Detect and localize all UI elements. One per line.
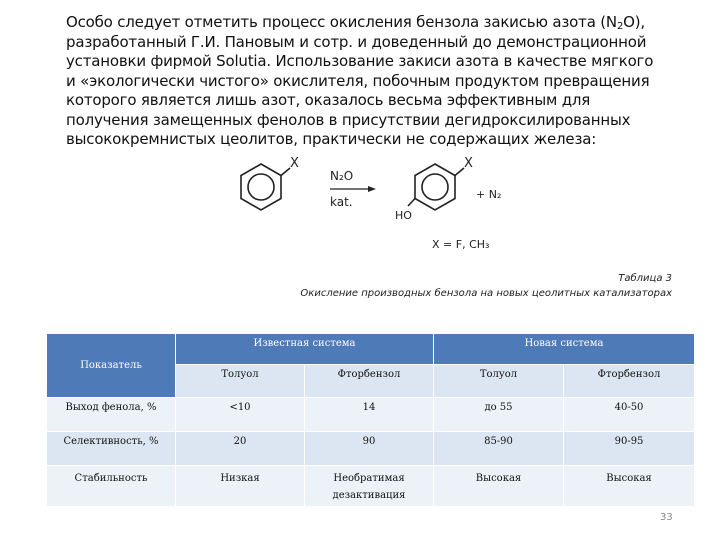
new-system-header: Новая система xyxy=(434,334,695,365)
table-caption: Окисление производных бензола на новых цеолитных катализаторах xyxy=(300,288,672,299)
row-label: Селективность, % xyxy=(47,432,176,466)
byproduct-label: + N₂ xyxy=(476,188,502,201)
table-row xyxy=(47,432,695,466)
page-number: 33 xyxy=(660,512,673,523)
paragraph-text-end: O), разработанный Г.И. Пановым и сотр. и доведенный до демонстрационной установки фирмой Solutia. Использование закиси азота в качестве мягкого и «экологически чистого» окислителя, побочным продуктом превращения которого является лишь азот, оказалось весьма эффективным для получения замещенных фенолов в присутствии дегидроксилированных высококремнистых цеолитов, практически не содержащих железа: xyxy=(66,13,654,148)
reaction-scheme xyxy=(230,152,530,262)
results-table xyxy=(46,333,695,507)
reagent-label: N₂O xyxy=(330,169,354,183)
table-cell: 20 xyxy=(176,432,305,466)
table-cell: Низкая xyxy=(176,466,305,507)
paragraph-subscript: 2 xyxy=(616,21,624,32)
catalyst-label: kat. xyxy=(330,195,353,209)
table-cell: 85-90 xyxy=(434,432,564,466)
benzene-ring-reactant xyxy=(241,164,290,210)
table-cell: 90-95 xyxy=(564,432,695,466)
substrate-header: Фторбензол xyxy=(564,365,695,398)
table-cell: до 55 xyxy=(434,398,564,432)
table-cell: 14 xyxy=(305,398,434,432)
substrate-header: Толуол xyxy=(434,365,564,398)
table-cell: <10 xyxy=(176,398,305,432)
table-number: Таблица 3 xyxy=(618,273,672,284)
table-row xyxy=(47,466,695,507)
param-header: Показатель xyxy=(47,334,176,398)
table-cell: Высокая xyxy=(564,466,695,507)
x-definition: X = F, CH₃ xyxy=(432,238,490,251)
row-label: Выход фенола, % xyxy=(47,398,176,432)
benzene-ring-product xyxy=(408,164,464,210)
arrow-head xyxy=(368,186,376,192)
table-cell: Высокая xyxy=(434,466,564,507)
known-system-header: Известная система xyxy=(176,334,434,365)
paragraph-text-start: Особо следует отметить процесс окисления бензола закисью азота (N xyxy=(66,13,617,31)
hydroxyl-label: HO xyxy=(395,209,412,222)
substrate-header: Толуол xyxy=(176,365,305,398)
substituent-x-right: X xyxy=(464,156,473,171)
table-cell: 90 xyxy=(305,432,434,466)
table-row xyxy=(47,398,695,432)
body-paragraph xyxy=(66,13,666,150)
substrate-header: Фторбензол xyxy=(305,365,434,398)
row-label: Стабильность xyxy=(47,466,176,507)
table-cell: 40-50 xyxy=(564,398,695,432)
table-cell: Необратимая дезактивация xyxy=(305,466,434,507)
substituent-x-left: X xyxy=(290,156,299,171)
